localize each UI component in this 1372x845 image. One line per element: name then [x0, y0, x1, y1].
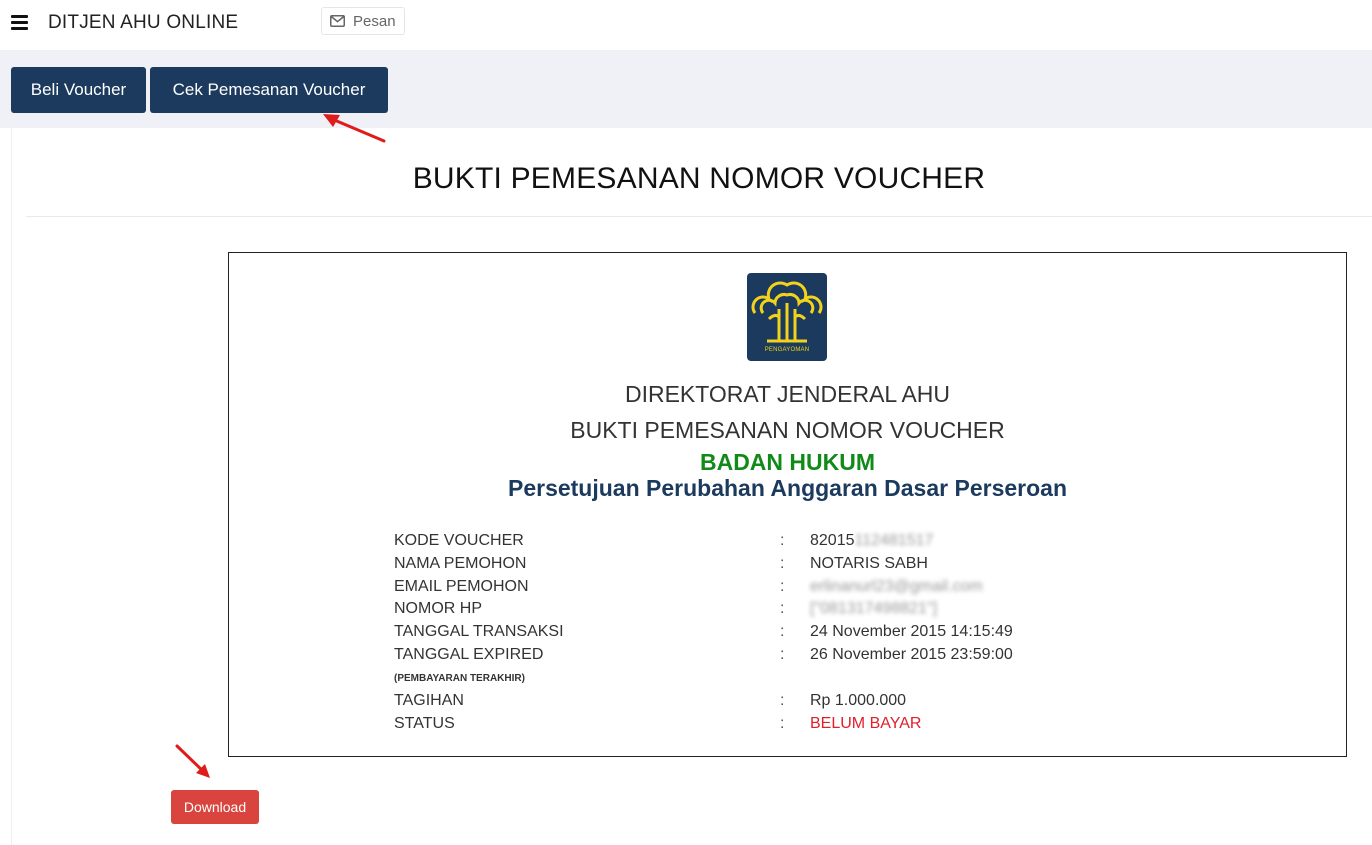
status-badge: BELUM BAYAR — [810, 715, 922, 732]
expired-note: (PEMBAYARAN TERAKHIR) — [394, 673, 525, 684]
field-separator: : — [780, 646, 785, 663]
field-value-bill: Rp 1.000.000 — [810, 692, 907, 709]
download-button[interactable]: Download — [171, 790, 259, 824]
voucher-code-redacted: 112481517 — [854, 532, 934, 549]
field-label-applicant-name: NAMA PEMOHON — [394, 555, 527, 572]
field-value-applicant-email: erlinanurl23@gmail.com — [810, 578, 983, 595]
messages-button[interactable] — [321, 7, 405, 35]
field-separator: : — [780, 715, 785, 732]
hamburger-menu-icon[interactable] — [11, 15, 28, 29]
envelope-icon — [330, 15, 345, 27]
receipt-title: BUKTI PEMESANAN NOMOR VOUCHER — [570, 417, 1005, 443]
app-title: DITJEN AHU ONLINE — [48, 12, 239, 33]
buy-voucher-button[interactable]: Beli Voucher — [11, 67, 146, 113]
field-separator: : — [780, 623, 785, 640]
logo-caption: PENGAYOMAN — [764, 347, 810, 353]
field-label-applicant-email: EMAIL PEMOHON — [394, 578, 529, 595]
check-voucher-order-button[interactable]: Cek Pemesanan Voucher — [150, 67, 388, 113]
field-value-applicant-name: NOTARIS SABH — [810, 555, 928, 572]
page-title: BUKTI PEMESANAN NOMOR VOUCHER — [412, 162, 986, 195]
title-divider — [26, 216, 1372, 217]
field-separator: : — [780, 555, 785, 572]
entity-type: BADAN HUKUM — [699, 449, 876, 475]
field-label-phone: NOMOR HP — [394, 600, 482, 617]
field-label-voucher-code: KODE VOUCHER — [394, 532, 524, 549]
field-separator: : — [780, 578, 785, 595]
annotation-arrow-icon — [170, 740, 216, 782]
field-label-expired-date: TANGGAL EXPIRED — [394, 646, 544, 663]
field-separator: : — [780, 692, 785, 709]
pengayoman-logo — [747, 273, 827, 361]
field-label-transaction-date: TANGGAL TRANSAKSI — [394, 623, 564, 640]
voucher-code-prefix: 82015 — [810, 532, 855, 549]
top-navbar — [0, 0, 1372, 50]
field-label-bill: TAGIHAN — [394, 692, 464, 709]
field-value-phone: ["081317498821"] — [810, 600, 938, 617]
annotation-arrow-icon — [318, 110, 390, 146]
org-name: DIREKTORAT JENDERAL AHU — [624, 381, 951, 407]
service-name: Persetujuan Perubahan Anggaran Dasar Perseroan — [507, 475, 1067, 501]
field-value-transaction-date: 24 November 2015 14:15:49 — [810, 623, 1013, 640]
field-label-status: STATUS — [394, 715, 455, 732]
field-value-voucher-code — [810, 532, 933, 550]
messages-label: Pesan — [353, 12, 396, 30]
field-value-expired-date: 26 November 2015 23:59:00 — [810, 646, 1013, 663]
field-separator: : — [780, 600, 785, 617]
field-separator: : — [780, 532, 785, 549]
